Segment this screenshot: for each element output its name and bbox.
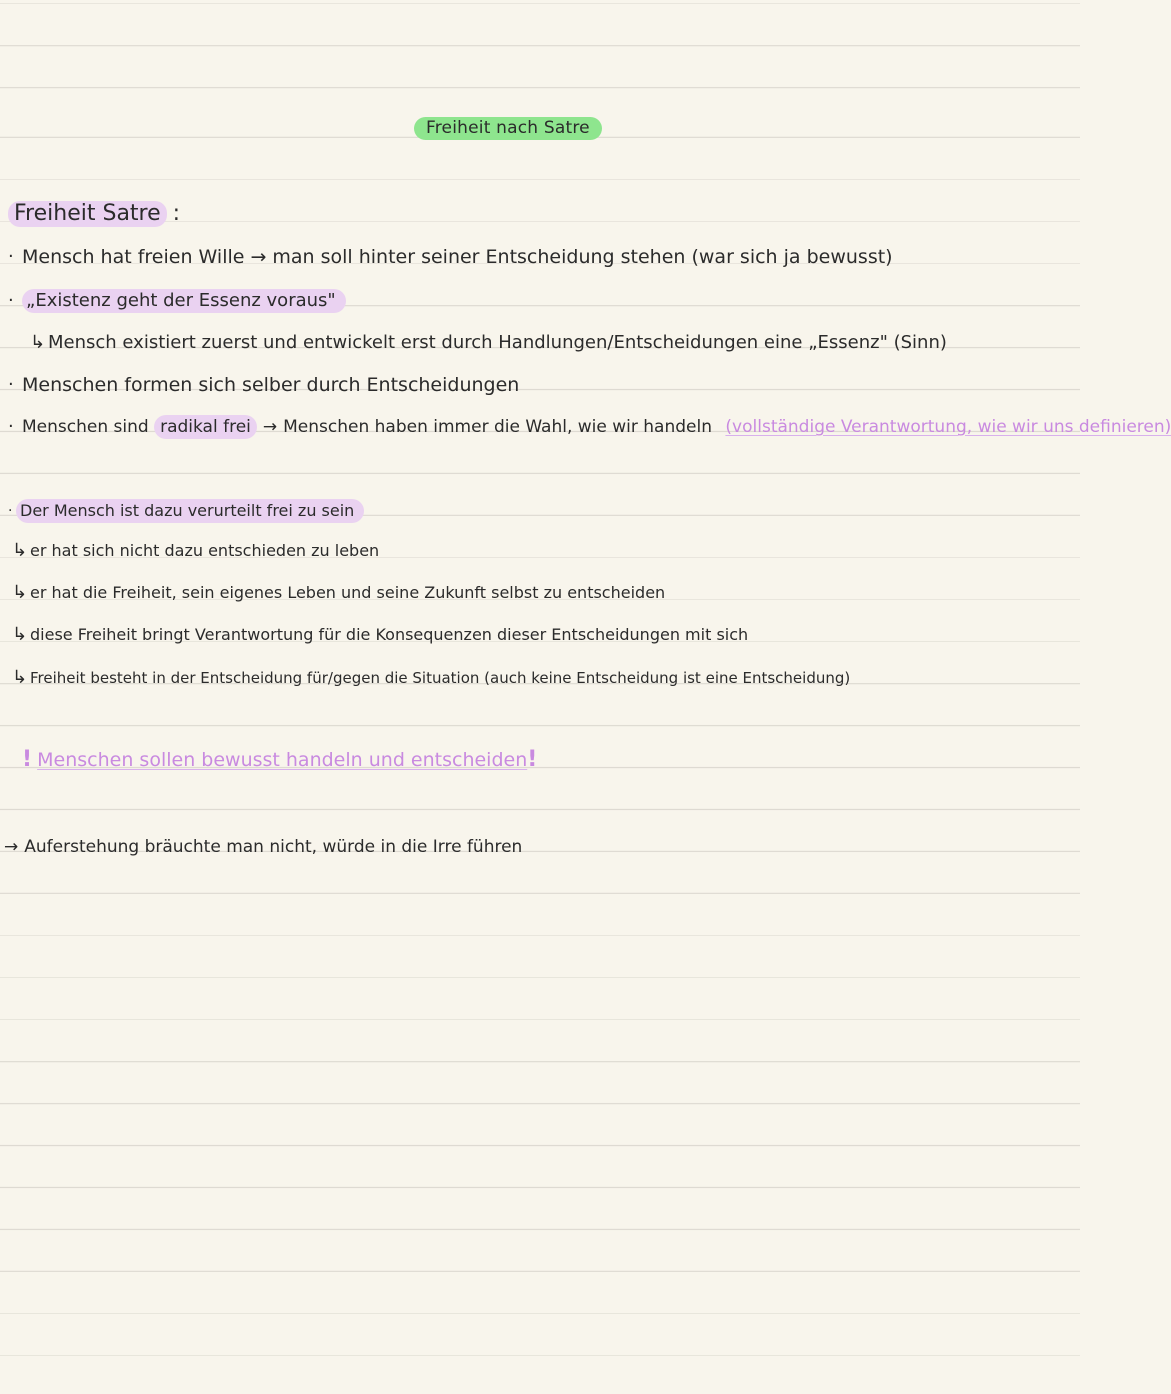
hook-arrow-icon: ↳ — [30, 332, 46, 353]
exclamation-icon: ! — [22, 747, 33, 772]
bullet-radical-freedom — [8, 415, 1171, 439]
responsibility-note: (vollständige Verantwortung, wie wir uns definieren) — [725, 417, 1171, 437]
callout — [22, 748, 537, 772]
condemned-item — [12, 582, 665, 604]
bullet-dot: · — [8, 503, 13, 519]
radical-free-highlight: radikal frei — [154, 415, 257, 439]
arrow-icon: → — [4, 837, 19, 857]
page-title: Freiheit nach Satre — [414, 117, 602, 140]
bullet-form-themselves — [8, 373, 519, 397]
exclamation-icon: ! — [527, 747, 538, 772]
condemned-highlight: Der Mensch ist dazu verurteilt frei zu sein — [16, 499, 364, 523]
heading-colon: : — [172, 201, 181, 226]
sub-existence — [30, 331, 947, 355]
condemned-heading — [8, 499, 364, 523]
quote-highlight: „Existenz geht der Essenz voraus" — [22, 289, 346, 313]
callout-text: Menschen sollen bewusst handeln und entscheiden — [37, 749, 528, 771]
hook-arrow-icon: ↳ — [12, 624, 28, 645]
condemned-item — [12, 667, 850, 689]
sub-text: Mensch existiert zuerst und entwickelt erst durch Handlungen/Entscheidungen eine „Essenz" (Sinn) — [48, 332, 947, 353]
item-text: diese Freiheit bringt Verantwortung für die Konsequenzen dieser Entscheidungen mit sich — [30, 625, 749, 644]
bullet-dot: · — [8, 290, 14, 311]
bullet-text: man soll hinter seiner Entscheidung stehen (war sich ja bewusst) — [272, 246, 893, 268]
condemned-item — [12, 624, 748, 646]
bullet-dot: · — [8, 416, 14, 437]
item-text: er hat die Freiheit, sein eigenes Leben und seine Zukunft selbst zu entscheiden — [30, 583, 666, 602]
heading-highlight: Freiheit Satre — [8, 201, 167, 227]
arrow-icon: → — [250, 246, 267, 268]
bullet-text: Menschen formen sich selber durch Entscheidungen — [22, 374, 520, 396]
item-text: er hat sich nicht dazu entschieden zu leben — [30, 541, 380, 560]
bullet-text: Menschen haben immer die Wahl, wie wir handeln — [283, 417, 713, 437]
resurrection-note — [4, 835, 522, 859]
item-text: Freiheit besteht in der Entscheidung für/gegen die Situation (auch keine Entscheidung ist eine Entscheidung) — [30, 669, 851, 687]
hook-arrow-icon: ↳ — [12, 582, 28, 603]
hook-arrow-icon: ↳ — [12, 540, 28, 561]
hook-arrow-icon: ↳ — [12, 667, 28, 688]
note-text: Auferstehung bräuchte man nicht, würde in die Irre führen — [24, 837, 523, 857]
bullet-text: Menschen sind — [22, 417, 149, 437]
bullet-free-will — [8, 245, 893, 269]
bullet-text: Mensch hat freien Wille — [22, 246, 245, 268]
condemned-item — [12, 540, 379, 562]
bullet-dot: · — [8, 246, 14, 267]
section-heading — [8, 201, 180, 227]
bullet-existence — [8, 289, 346, 313]
bullet-dot: · — [8, 374, 14, 395]
arrow-icon: → — [262, 417, 278, 437]
